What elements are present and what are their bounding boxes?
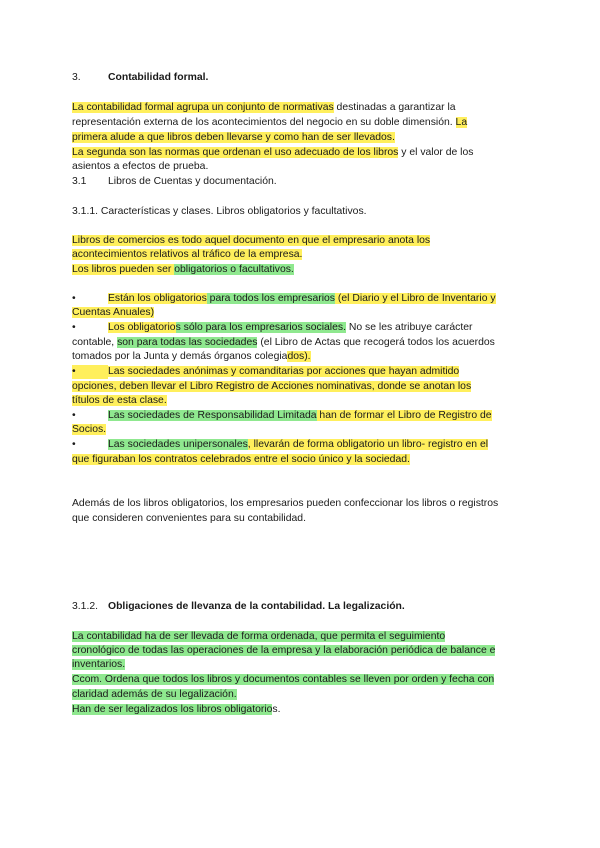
highlight-yellow: títulos de esta clase. (72, 395, 167, 406)
bullet-3-cont-1 (72, 380, 471, 394)
highlight-yellow: La (455, 117, 468, 128)
defs-line-3 (72, 263, 294, 277)
bullet-mark: • (72, 365, 108, 379)
highlight-green: Las sociedades de Responsabilidad Limitada (108, 410, 317, 421)
highlight-yellow: Las sociedades anónimas y comanditarias (108, 366, 304, 377)
section-number: 3.1 (72, 176, 87, 187)
highlight-yellow: Socios. (72, 424, 107, 435)
bullet-4-cont (72, 423, 106, 437)
highlight-green: Ccom. Ordena que todos los libros y documentos contables se lleven por orden y fecha con (72, 674, 495, 685)
text: contable, (72, 337, 118, 348)
highlight-yellow: La segunda son las normas que ordenan el uso adecuado de los libros (72, 147, 399, 158)
section-3-1-2-heading (72, 600, 405, 614)
bullet-3-cont-2 (72, 394, 167, 408)
intro-line-5 (72, 160, 208, 174)
text: asientos a efectos de prueba. (72, 161, 209, 172)
section-title: Contabilidad formal. (108, 72, 209, 83)
bullet-2-cont-2 (72, 350, 311, 364)
oblig-line-1 (72, 630, 445, 644)
highlight-yellow: primera alude a que libros deben llevarse y como han de ser llevados. (72, 132, 395, 143)
bullet-mark: • (72, 322, 76, 333)
text: s. (272, 704, 281, 715)
oblig-line-5 (72, 688, 237, 702)
extra-line-2 (72, 512, 306, 526)
highlight-yellow: La contabilidad formal agrupa un conjunto de normativas (72, 102, 334, 113)
bullet-5 (72, 438, 488, 452)
highlight-yellow: por acciones que hayan admitido (303, 366, 460, 377)
section-number: 3. (72, 72, 81, 83)
highlight-yellow: opciones, deben llevar el Libro Registro de Acciones nominativas, donde se anotan los (72, 381, 472, 392)
intro-line-3 (72, 131, 395, 145)
section-3-1-heading (72, 175, 277, 189)
text: representación externa de los acontecimientos del negocio en su doble dimensión. (72, 117, 456, 128)
highlight-yellow: acontecimientos relativos al tráfico de la empresa. (72, 249, 303, 260)
text: Además de los libros obligatorios, los empresarios pueden confeccionar los libros o registros (72, 498, 499, 509)
section-title: 3.1.1. Características y clases. Libros obligatorios y facultativos. (72, 206, 367, 217)
section-3-heading (72, 71, 208, 85)
highlight-green: claridad además de su legalización. (72, 689, 237, 700)
highlight-green: La contabilidad ha de ser llevada de forma ordenada, que permita el seguimiento (72, 631, 446, 642)
highlight-green: s sólo para los empresarios sociales. (175, 322, 346, 333)
intro-line-2 (72, 116, 467, 130)
highlight-yellow: Libros de comercios es todo aquel documento en que el empresario anota los (72, 235, 431, 246)
highlight-green: Han de ser legalizados los libros obligatorio (72, 704, 273, 715)
highlight-green: inventarios. (72, 659, 126, 670)
oblig-line-3 (72, 658, 125, 672)
highlight-green: son para todas las sociedades (117, 337, 258, 348)
highlight-yellow: que figuraban los contratos celebrados entre el socio único y la sociedad. (72, 454, 410, 465)
section-number: 3.1.2. (72, 601, 98, 612)
highlight-yellow: Están los obligatorios (108, 293, 207, 304)
intro-line-4 (72, 146, 473, 160)
defs-line-1 (72, 234, 430, 248)
highlight-yellow: Los obligatorio (108, 322, 176, 333)
highlight-green: para todos los empresarios (206, 293, 335, 304)
bullet-4 (72, 409, 492, 423)
text: No se les atribuye carácter (345, 322, 473, 333)
highlight-yellow: han de formar el Libro de Registro de (316, 410, 492, 421)
bullet-2 (72, 321, 472, 335)
bullet-2-cont-1 (72, 336, 495, 350)
highlight-yellow: , llevarán de forma obligatorio un libro- registro en el (247, 439, 489, 450)
bullet-mark: • (72, 439, 76, 450)
highlight-yellow: (el Diario y el Libro de Inventario y (335, 293, 496, 304)
defs-line-2 (72, 248, 302, 262)
highlight-yellow: dos). (287, 351, 311, 362)
extra-line-1 (72, 497, 498, 511)
text: destinadas a garantizar la (333, 102, 456, 113)
bullet-5-cont (72, 453, 410, 467)
intro-line-1 (72, 101, 456, 115)
bullet-1 (72, 292, 496, 306)
oblig-line-6 (72, 703, 281, 717)
section-3-1-1-heading (72, 205, 367, 219)
section-title: Libros de Cuentas y documentación. (108, 176, 277, 187)
highlight-yellow: Los libros pueden ser (72, 264, 175, 275)
text: que consideren convenientes para su contabilidad. (72, 513, 306, 524)
section-title: Obligaciones de llevanza de la contabilidad. La legalización. (108, 601, 405, 612)
bullet-1-cont (72, 306, 154, 320)
highlight-green: cronológico de todas las operaciones de la empresa y la elaboración periódica de balance e (72, 645, 496, 656)
highlight-yellow: Cuentas Anuales) (72, 307, 155, 318)
highlight-green: obligatorios o facultativos. (174, 264, 294, 275)
highlight-green: Las sociedades unipersonales (108, 439, 248, 450)
oblig-line-4 (72, 673, 494, 687)
text: tomados por la Junta y demás órganos colegia (72, 351, 288, 362)
text: (el Libro de Actas que recogerá todos los acuerdos (257, 337, 495, 348)
bullet-mark: • (72, 410, 76, 421)
oblig-line-2 (72, 644, 495, 658)
bullet-mark: • (72, 293, 76, 304)
text: y el valor de los (398, 147, 474, 158)
bullet-3 (72, 365, 459, 379)
